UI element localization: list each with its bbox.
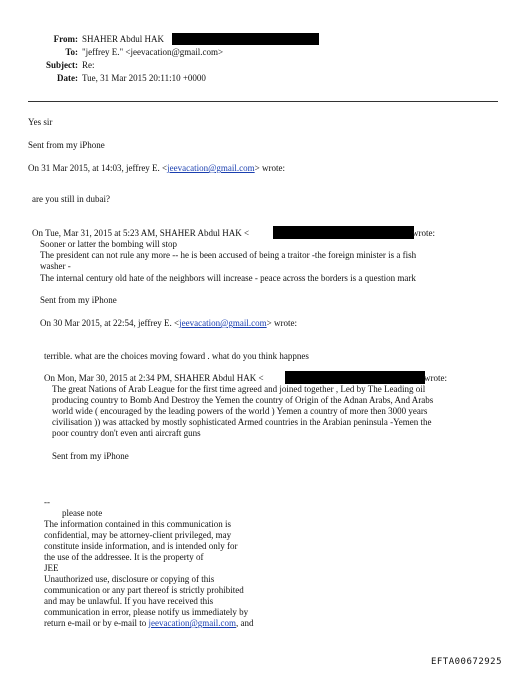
quoted-line: poor country don't even anti aircraft guns [52,428,201,438]
reply-text: Yes sir [28,117,53,127]
disclaimer-line: and may be unlawful. If you have received this [44,596,214,606]
quote-header-1: On 31 Mar 2015, at 14:03, jeffrey E. <jeevacation@gmail.com> wrote: [28,163,285,173]
disclaimer-line: constitute inside information, and is intended only for [44,541,238,551]
signature: Sent from my iPhone [52,451,129,461]
redaction-box [172,33,319,45]
quoted-message-3: terrible. what are the choices moving foward . what do you think happnes [44,351,309,361]
quoted-line: washer - [40,261,71,271]
email-link[interactable]: jeevacation@gmail.com [179,318,267,328]
quote-header-3: On 30 Mar 2015, at 22:54, jeffrey E. <jeevacation@gmail.com> wrote: [40,318,297,328]
signature: Sent from my iPhone [40,295,117,305]
email-link[interactable]: jeevacation@gmail.com [148,618,236,628]
quote-header-4: On Mon, Mar 30, 2015 at 2:34 PM, SHAHER Abdul HAK < [44,373,264,383]
quoted-message-1: are you still in dubai? [32,194,110,204]
redaction-box [273,226,414,239]
disclaimer-line: communication or any part thereof is strictly prohibited [44,585,244,595]
email-link[interactable]: jeevacation@gmail.com [167,163,255,173]
header-divider [28,101,498,102]
from-label: From: [53,34,78,44]
quoted-line: producing country to Bomb And Destroy the Yemen the country of Origin of the Adnan Arabs, And Arabs [52,395,434,405]
redaction-box [285,371,425,384]
signature: Sent from my iPhone [28,140,105,150]
to-value: "jeffrey E." <jeevacation@gmail.com> [82,47,224,57]
date-value: Tue, 31 Mar 2015 20:11:10 +0000 [82,73,206,83]
disclaimer-line: the use of the addressee. It is the property of [44,552,204,562]
date-label: Date: [57,73,78,83]
to-label: To: [65,47,78,57]
quoted-line: The president can not rule any more -- he is been accused of being a traitor -the foreign minister is a fish [40,250,417,260]
disclaimer-line: communication in error, please notify us immediately by [44,607,249,617]
from-value: SHAHER Abdul HAK [82,34,165,44]
disclaimer-line: JEE [44,563,59,573]
disclaimer-line: Unauthorized use, disclosure or copying of this [44,574,215,584]
quote-header-2: On Tue, Mar 31, 2015 at 5:23 AM, SHAHER Abdul HAK < [32,228,250,238]
disclaimer-title: please note [62,508,103,518]
quoted-line: world wide ( encouraged by the leading powers of the world ) Yemen a country of more then 3000 years [52,406,428,416]
subject-label: Subject: [46,60,78,70]
disclaimer-line: confidential, may be attorney-client privileged, may [44,530,232,540]
subject-value: Re: [82,60,95,70]
document-id: EFTA00672925 [430,657,502,667]
signature-separator: -- [44,497,50,507]
quoted-line: civilisation )) was attacked by mostly sophisticated Armed countries in the Arabian peninsula -Yemen the [52,417,432,427]
quote-header-4-suffix: wrote: [424,373,447,383]
disclaimer-line: return e-mail or by e-mail to jeevacation@gmail.com, and [44,618,254,628]
quoted-line: The great Nations of Arab League for the first time agreed and joined together , Led by The Leading oil [52,384,426,394]
quoted-line: Sooner or latter the bombing will stop [40,239,177,249]
disclaimer-line: The information contained in this communication is [44,519,231,529]
quote-header-2-suffix: wrote: [412,228,435,238]
quoted-line: The internal century old hate of the neighbors will increase - peace across the borders is a question mark [40,273,416,283]
